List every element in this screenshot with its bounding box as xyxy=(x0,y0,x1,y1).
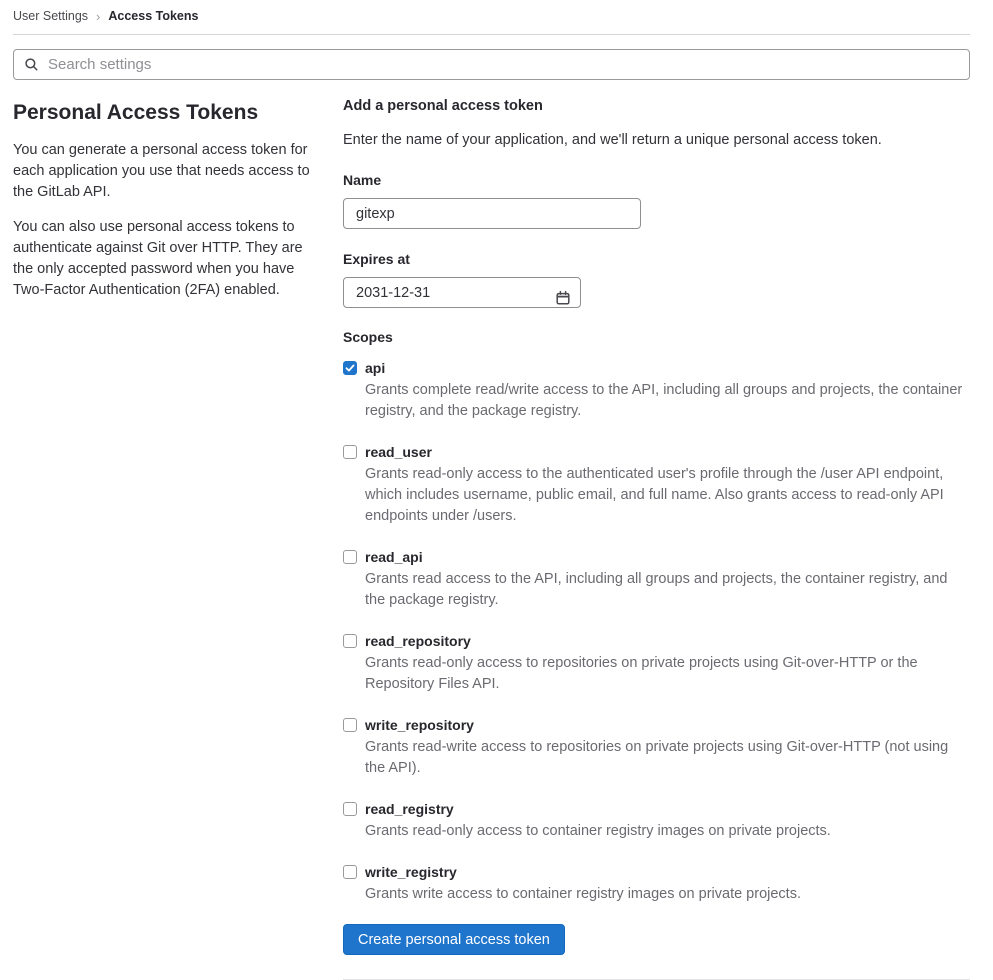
breadcrumb-separator-icon: › xyxy=(96,8,101,24)
scope-checkbox[interactable] xyxy=(343,718,357,732)
scope-name-label[interactable]: read_user xyxy=(365,444,432,461)
scope-item xyxy=(343,360,970,422)
header-divider xyxy=(13,34,970,35)
scope-checkbox-row[interactable] xyxy=(343,717,970,733)
section-paragraph-2: You can also use personal access tokens to authenticate against Git over HTTP. They are the only accepted password when you have Two-Factor Authentication (2FA) enabled. xyxy=(13,219,303,299)
settings-page xyxy=(13,0,970,980)
scope-description: Grants read-write access to repositories on private projects using Git-over-HTTP (not using the API). xyxy=(365,739,949,777)
scope-description: Grants read access to the API, including all groups and projects, the container registry, and the package registry. xyxy=(365,571,948,609)
expires-at-field[interactable] xyxy=(343,277,581,308)
scope-name-label[interactable]: write_registry xyxy=(365,864,457,881)
scope-checkbox[interactable] xyxy=(343,802,357,816)
scope-checkbox-row[interactable] xyxy=(343,801,970,817)
token-form-column xyxy=(343,98,970,980)
scope-name-label[interactable]: api xyxy=(365,360,386,377)
scopes-list xyxy=(343,360,970,905)
section-description-column xyxy=(13,98,323,315)
scope-checkbox-row[interactable] xyxy=(343,549,970,565)
form-title: Add a personal access token xyxy=(343,98,543,114)
breadcrumb xyxy=(13,6,970,34)
scope-checkbox-row[interactable] xyxy=(343,864,970,880)
scope-checkbox[interactable] xyxy=(343,550,357,564)
form-description: Enter the name of your application, and we'll return a unique personal access token. xyxy=(343,132,882,149)
scope-description: Grants read-only access to the authenticated user's profile through the /user API endpoint, which includes username, public email, and full name. Also grants access to read-only API endpoints under /users. xyxy=(365,466,944,525)
scope-name-label[interactable]: read_registry xyxy=(365,801,454,818)
scope-checkbox[interactable] xyxy=(343,634,357,648)
breadcrumb-current-access-tokens: Access Tokens xyxy=(108,9,199,23)
scope-checkbox-row[interactable] xyxy=(343,633,970,649)
scope-item xyxy=(343,549,970,611)
scope-name-label[interactable]: read_repository xyxy=(365,633,471,650)
name-label: Name xyxy=(343,172,382,189)
create-token-button[interactable]: Create personal access token xyxy=(343,924,565,955)
scope-item xyxy=(343,801,970,842)
scope-name-label[interactable]: write_repository xyxy=(365,717,474,734)
checkmark-icon xyxy=(345,363,355,373)
scope-description: Grants complete read/write access to the API, including all groups and projects, the container registry, and the package registry. xyxy=(365,382,963,420)
search-icon xyxy=(24,57,39,72)
scope-checkbox-row[interactable] xyxy=(343,360,970,376)
search-settings-box[interactable] xyxy=(13,49,970,80)
scope-item xyxy=(343,444,970,527)
scope-description: Grants read-only access to container registry images on private projects. xyxy=(365,823,831,840)
expires-at-label: Expires at xyxy=(343,251,410,268)
scope-item xyxy=(343,717,970,779)
token-name-field[interactable] xyxy=(343,198,641,229)
scope-name-label[interactable]: read_api xyxy=(365,549,423,566)
expires-at-field-wrap xyxy=(343,277,581,308)
scope-checkbox[interactable] xyxy=(343,445,357,459)
breadcrumb-link-user-settings[interactable]: User Settings xyxy=(13,9,89,23)
scope-checkbox[interactable] xyxy=(343,865,357,879)
scope-description: Grants read-only access to repositories on private projects using Git-over-HTTP or the Repository Files API. xyxy=(365,655,918,693)
scope-item xyxy=(343,633,970,695)
scope-checkbox[interactable] xyxy=(343,361,357,375)
section-paragraph-1: You can generate a personal access token for each application you use that needs access to the GitLab API. xyxy=(13,142,310,201)
scopes-label: Scopes xyxy=(343,329,393,346)
page-title: Personal Access Tokens xyxy=(13,101,259,124)
calendar-icon[interactable] xyxy=(555,290,571,306)
scope-item xyxy=(343,864,970,905)
search-settings-input[interactable] xyxy=(46,55,959,74)
scope-description: Grants write access to container registry images on private projects. xyxy=(365,886,801,903)
scope-checkbox-row[interactable] xyxy=(343,444,970,460)
content-columns xyxy=(13,98,970,980)
